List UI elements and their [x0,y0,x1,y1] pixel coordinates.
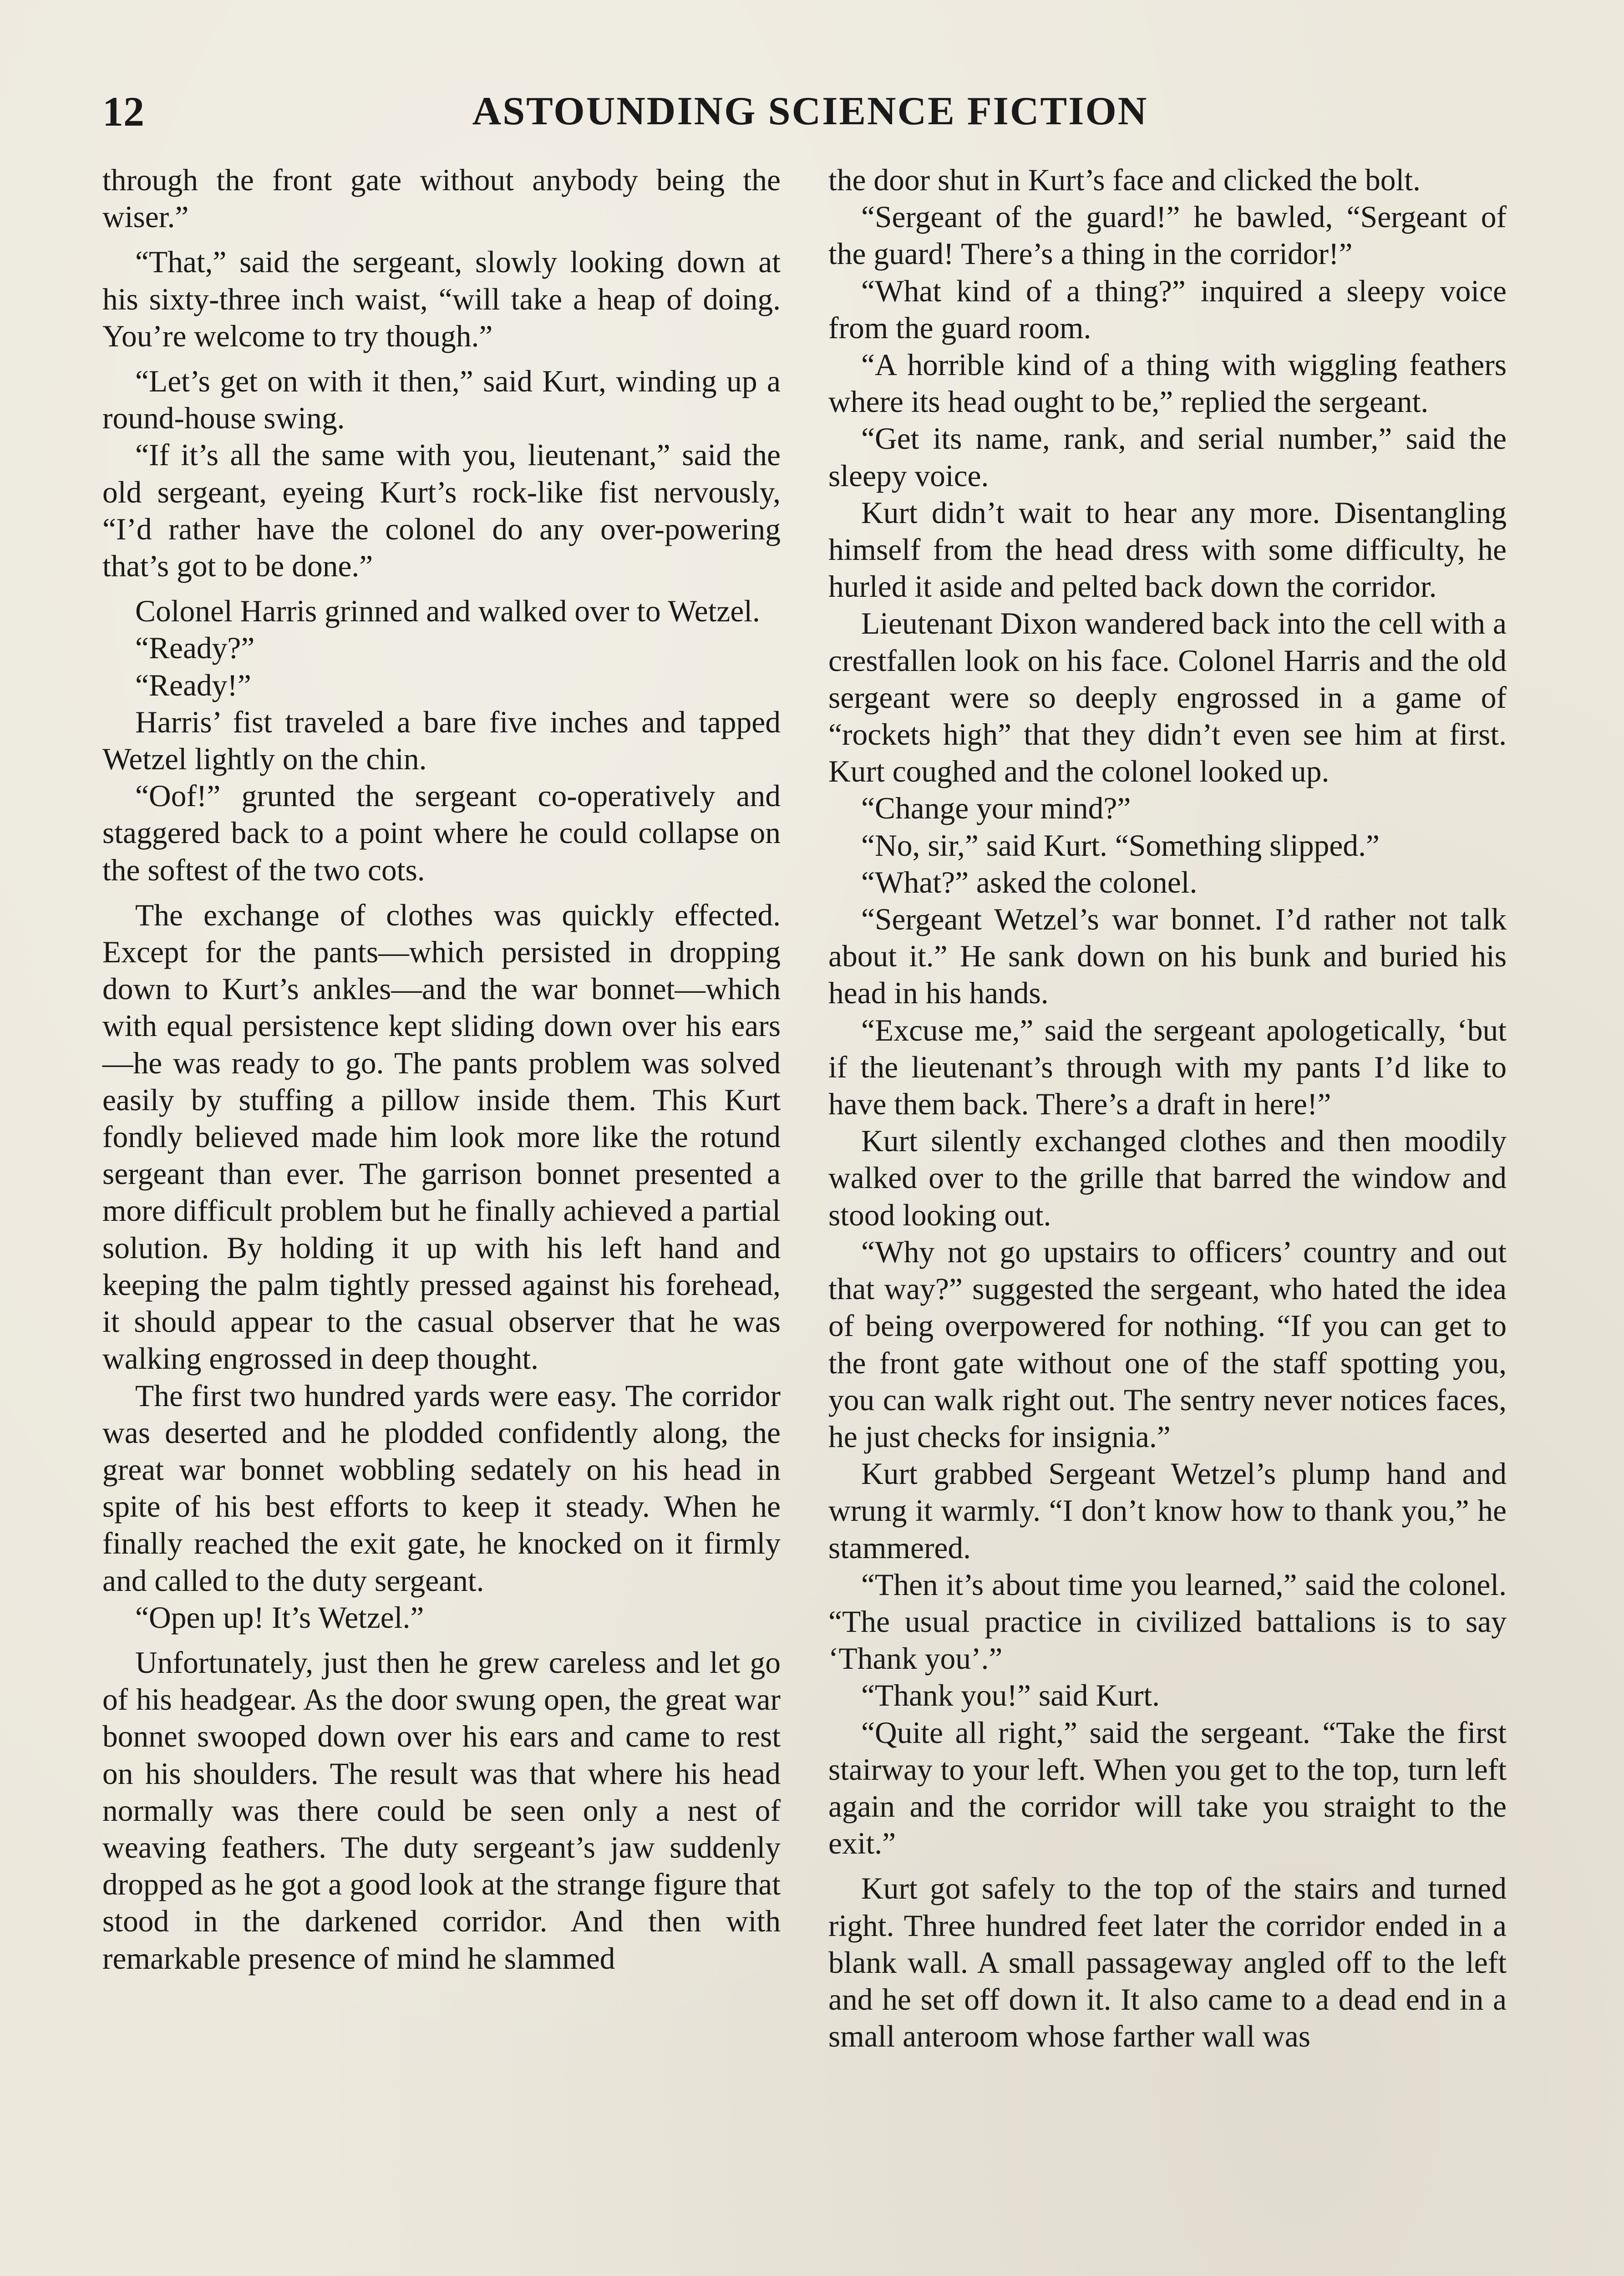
paragraph: “Sergeant Wetzel’s war bonnet. I’d rather not talk about it.” He sank down on his bunk and buried his head in his hands. [828,902,1507,1011]
paragraph: through the front gate without anybody being the wiser.” [102,163,781,234]
paragraph: “Open up! It’s Wetzel.” [135,1600,424,1635]
paragraph: “Ready?” [135,631,255,666]
paragraph: “Change your mind?” [861,791,1131,826]
paragraph: “That,” said the sergeant, slowly looking down at his sixty-three inch waist, “will take a heap of doing. You’re welcome to try though.” [102,245,781,353]
page-number: 12 [102,88,144,135]
paragraph: The first two hundred yards were easy. The corridor was deserted and he plodded confidently along, the great war bonnet wobbling sedately on his head in spite of his best efforts to keep it steady. When he finally reached the exit gate, he knocked on it firmly and called to the duty sergeant. [102,1378,781,1598]
paragraph: “Then it’s about time you learned,” said the colonel. “The usual practice in civilized battalions is to say ‘Thank you’.” [828,1567,1507,1676]
paragraph: “Thank you!” said Kurt. [861,1678,1160,1713]
paragraph: “What?” asked the colonel. [861,865,1198,899]
paragraph: “No, sir,” said Kurt. “Something slipped.” [861,828,1380,863]
paragraph: Kurt got safely to the top of the stairs and turned right. Three hundred feet later the corridor ended in a blank wall. A small passageway angled off to the left and he set off down it. It also came to a dead end in a small anteroom whose farther wall was [828,1871,1507,2054]
paragraph: Kurt grabbed Sergeant Wetzel’s plump hand and wrung it warmly. “I don’t know how to thank you,” he stammered. [828,1457,1507,1565]
right-column [828,162,1507,2276]
left-column [102,162,781,2276]
running-header [102,86,1518,137]
paragraph: “Get its name, rank, and serial number,” said the sleepy voice. [828,422,1507,493]
paragraph: Colonel Harris grinned and walked over to Wetzel. [135,594,760,629]
paragraph: Harris’ fist traveled a bare five inches and tapped Wetzel lightly on the chin. [102,705,781,777]
paragraph: The exchange of clothes was quickly effected. Except for the pants—which persisted in dropping down to Kurt’s ankles—and the war bonnet—which with equal persistence kept sliding down over his ears—he was ready to go. The pants problem was solved easily by stuffing a pillow inside them. This Kurt fondly believed made him look more like the rotund sergeant than ever. The garrison bonnet presented a more difficult problem but he finally achieved a partial solution. By holding it up with his left hand and keeping the palm tightly pressed against his forehead, it should appear to the casual observer that he was walking engrossed in deep thought. [102,898,781,1376]
paragraph: Lieutenant Dixon wandered back into the cell with a crestfallen look on his face. Colonel Harris and the old sergeant were so deeply engrossed in a game of “rockets high” that they didn’t even see him at first. Kurt coughed and the colonel looked up. [828,606,1507,789]
paragraph: Kurt silently exchanged clothes and then moodily walked over to the grille that barred the window and stood looking out. [828,1124,1507,1232]
magazine-title: ASTOUNDING SCIENCE FICTION [472,89,1148,133]
paragraph: “Let’s get on with it then,” said Kurt, winding up a round-house swing. [102,364,781,436]
paragraph: “Sergeant of the guard!” he bawled, “Sergeant of the guard! There’s a thing in the corridor!” [828,200,1507,271]
paragraph: “Why not go upstairs to officers’ country and out that way?” suggested the sergeant, who hated the idea of being overpowered for nothing. “If you can get to the front gate without one of the staff spotting you, you can walk right out. The sentry never notices faces, he just checks for insignia.” [828,1235,1507,1454]
paragraph: Kurt didn’t wait to hear any more. Disentangling himself from the head dress with some difficulty, he hurled it aside and pelted back down the corridor. [828,495,1507,604]
paragraph: “A horrible kind of a thing with wiggling feathers where its head ought to be,” replied the sergeant. [828,348,1507,419]
paragraph: “If it’s all the same with you, lieutenant,” said the old sergeant, eyeing Kurt’s rock-like fist nervously, “I’d rather have the colonel do any over-powering that’s got to be done.” [102,438,781,584]
paragraph: the door shut in Kurt’s face and clicked the bolt. [828,163,1421,197]
paragraph: Unfortunately, just then he grew careless and let go of his headgear. As the door swung open, the great war bonnet swooped down over his ears and came to rest on his shoulders. The result was that where his head normally was there could be seen only a nest of weaving feathers. The duty sergeant’s jaw suddenly dropped as he got a good look at the strange figure that stood in the darkened corridor. And then with remarkable presence of mind he slammed [102,1645,781,1976]
paragraph: “Oof!” grunted the sergeant co-operatively and staggered back to a point where he could collapse on the softest of the two cots. [102,779,781,887]
paragraph: “Ready!” [135,668,251,702]
paragraph: “Quite all right,” said the sergeant. “Take the first stairway to your left. When you get to the top, turn left again and the corridor will take you straight to the exit.” [828,1715,1507,1861]
paragraph: “Excuse me,” said the sergeant apologetically, ‘but if the lieutenant’s through with my pants I’d like to have them back. There’s a draft in here!” [828,1013,1507,1122]
paragraph: “What kind of a thing?” inquired a sleepy voice from the guard room. [828,274,1507,345]
